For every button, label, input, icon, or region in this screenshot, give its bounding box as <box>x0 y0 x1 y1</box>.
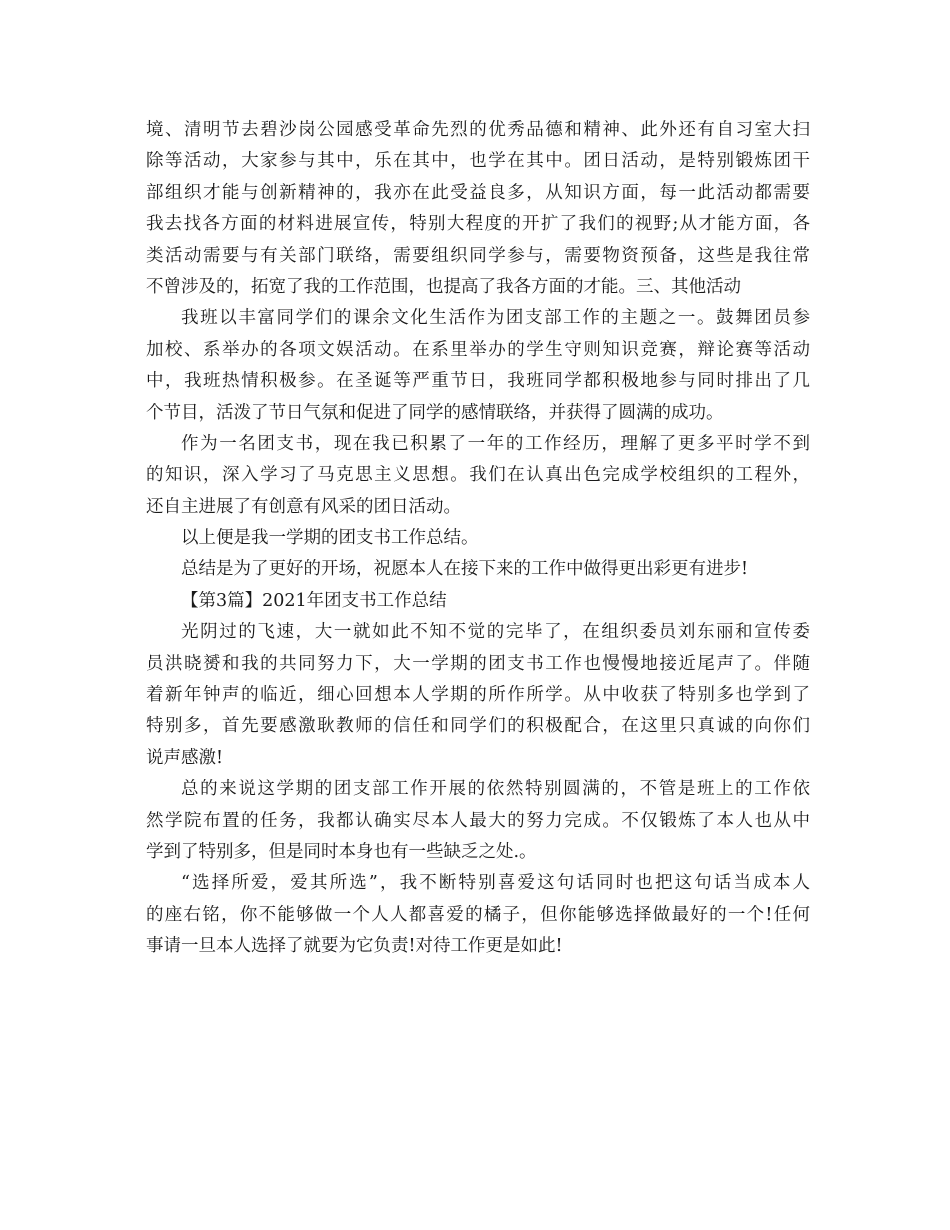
text-line: 总结是为了更好的开场，祝愿本人在接下来的工作中做得更出彩更有进步! <box>181 559 749 580</box>
document-body <box>146 115 810 963</box>
text-line: 着新年钟声的临近，细心回想本人学期的所作所学。从中收获了特别多也学到了 <box>146 685 810 706</box>
text-line: 说声感激! <box>146 747 224 768</box>
text-line: 部组织才能与创新精神的，我亦在此受益良多，从知识方面，每一此活动都需要 <box>146 182 810 203</box>
text-line: 加校、系举办的各项文娱活动。在系里举办的学生守则知识竞赛，辩论赛等活动 <box>146 339 810 360</box>
text-line: 的座右铭，你不能够做一个人人都喜爱的橘子，但你能够选择做最好的一个!任何 <box>146 904 810 925</box>
text-line: 境、清明节去碧沙岗公园感受革命先烈的优秀品德和精神、此外还有自习室大扫 <box>146 120 810 140</box>
text-line: 还自主进展了有创意有风采的团日活动。 <box>146 496 461 517</box>
text-line: 总的来说这学期的团支部工作开展的依然特别圆满的，不管是班上的工作依 <box>181 779 810 800</box>
text-line: 然学院布置的任务，我都认确实尽本人最大的努力完成。不仅锻炼了本人也从中 <box>146 810 810 831</box>
text-line: 【第3篇】2021年团支书工作总结 <box>181 590 447 611</box>
text-line: 我去找各方面的材料进展宣传，特别大程度的开扩了我们的视野;从才能方面，各 <box>146 214 810 235</box>
text-line: 的知识，深入学习了马克思主义思想。我们在认真出色完成学校组织的工程外， <box>146 465 810 486</box>
text-line: 特别多，首先要感激耿教师的信任和同学们的积极配合，在这里只真诚的向你们 <box>146 716 810 737</box>
text-line: 事请一旦本人选择了就要为它负责!对待工作更是如此! <box>146 936 563 957</box>
text-line: 学到了特别多，但是同时本身也有一些缺乏之处.。 <box>146 841 537 862</box>
text-line: 中，我班热情积极参。在圣诞等严重节日，我班同学都积极地参与同时排出了几 <box>146 371 810 392</box>
text-line: 不曾涉及的，拓宽了我的工作范围，也提高了我各方面的才能。三、其他活动 <box>146 276 741 297</box>
text-line: 个节目，活泼了节日气氛和促进了同学的感情联络，并获得了圆满的成功。 <box>146 402 724 423</box>
text-line: 以上便是我一学期的团支书工作总结。 <box>181 528 479 549</box>
text-line: 员洪晓赟和我的共同努力下，大一学期的团支书工作也慢慢地接近尾声了。伴随 <box>146 653 810 674</box>
text-line: 光阴过的飞速，大一就如此不知不觉的完毕了，在组织委员刘东丽和宣传委 <box>181 622 810 643</box>
text-line: 除等活动，大家参与其中，乐在其中，也学在其中。团日活动，是特别锻炼团干 <box>146 151 810 172</box>
text-line: 作为一名团支书，现在我已积累了一年的工作经历，理解了更多平时学不到 <box>181 433 810 454</box>
text-line: 类活动需要与有关部门联络，需要组织同学参与，需要物资预备，这些是我往常 <box>146 245 810 266</box>
text-line: 我班以丰富同学们的课余文化生活作为团支部工作的主题之一。鼓舞团员参 <box>181 308 810 329</box>
text-line: “选择所爱，爱其所选”，我不断特别喜爱这句话同时也把这句话当成本人 <box>181 873 810 894</box>
